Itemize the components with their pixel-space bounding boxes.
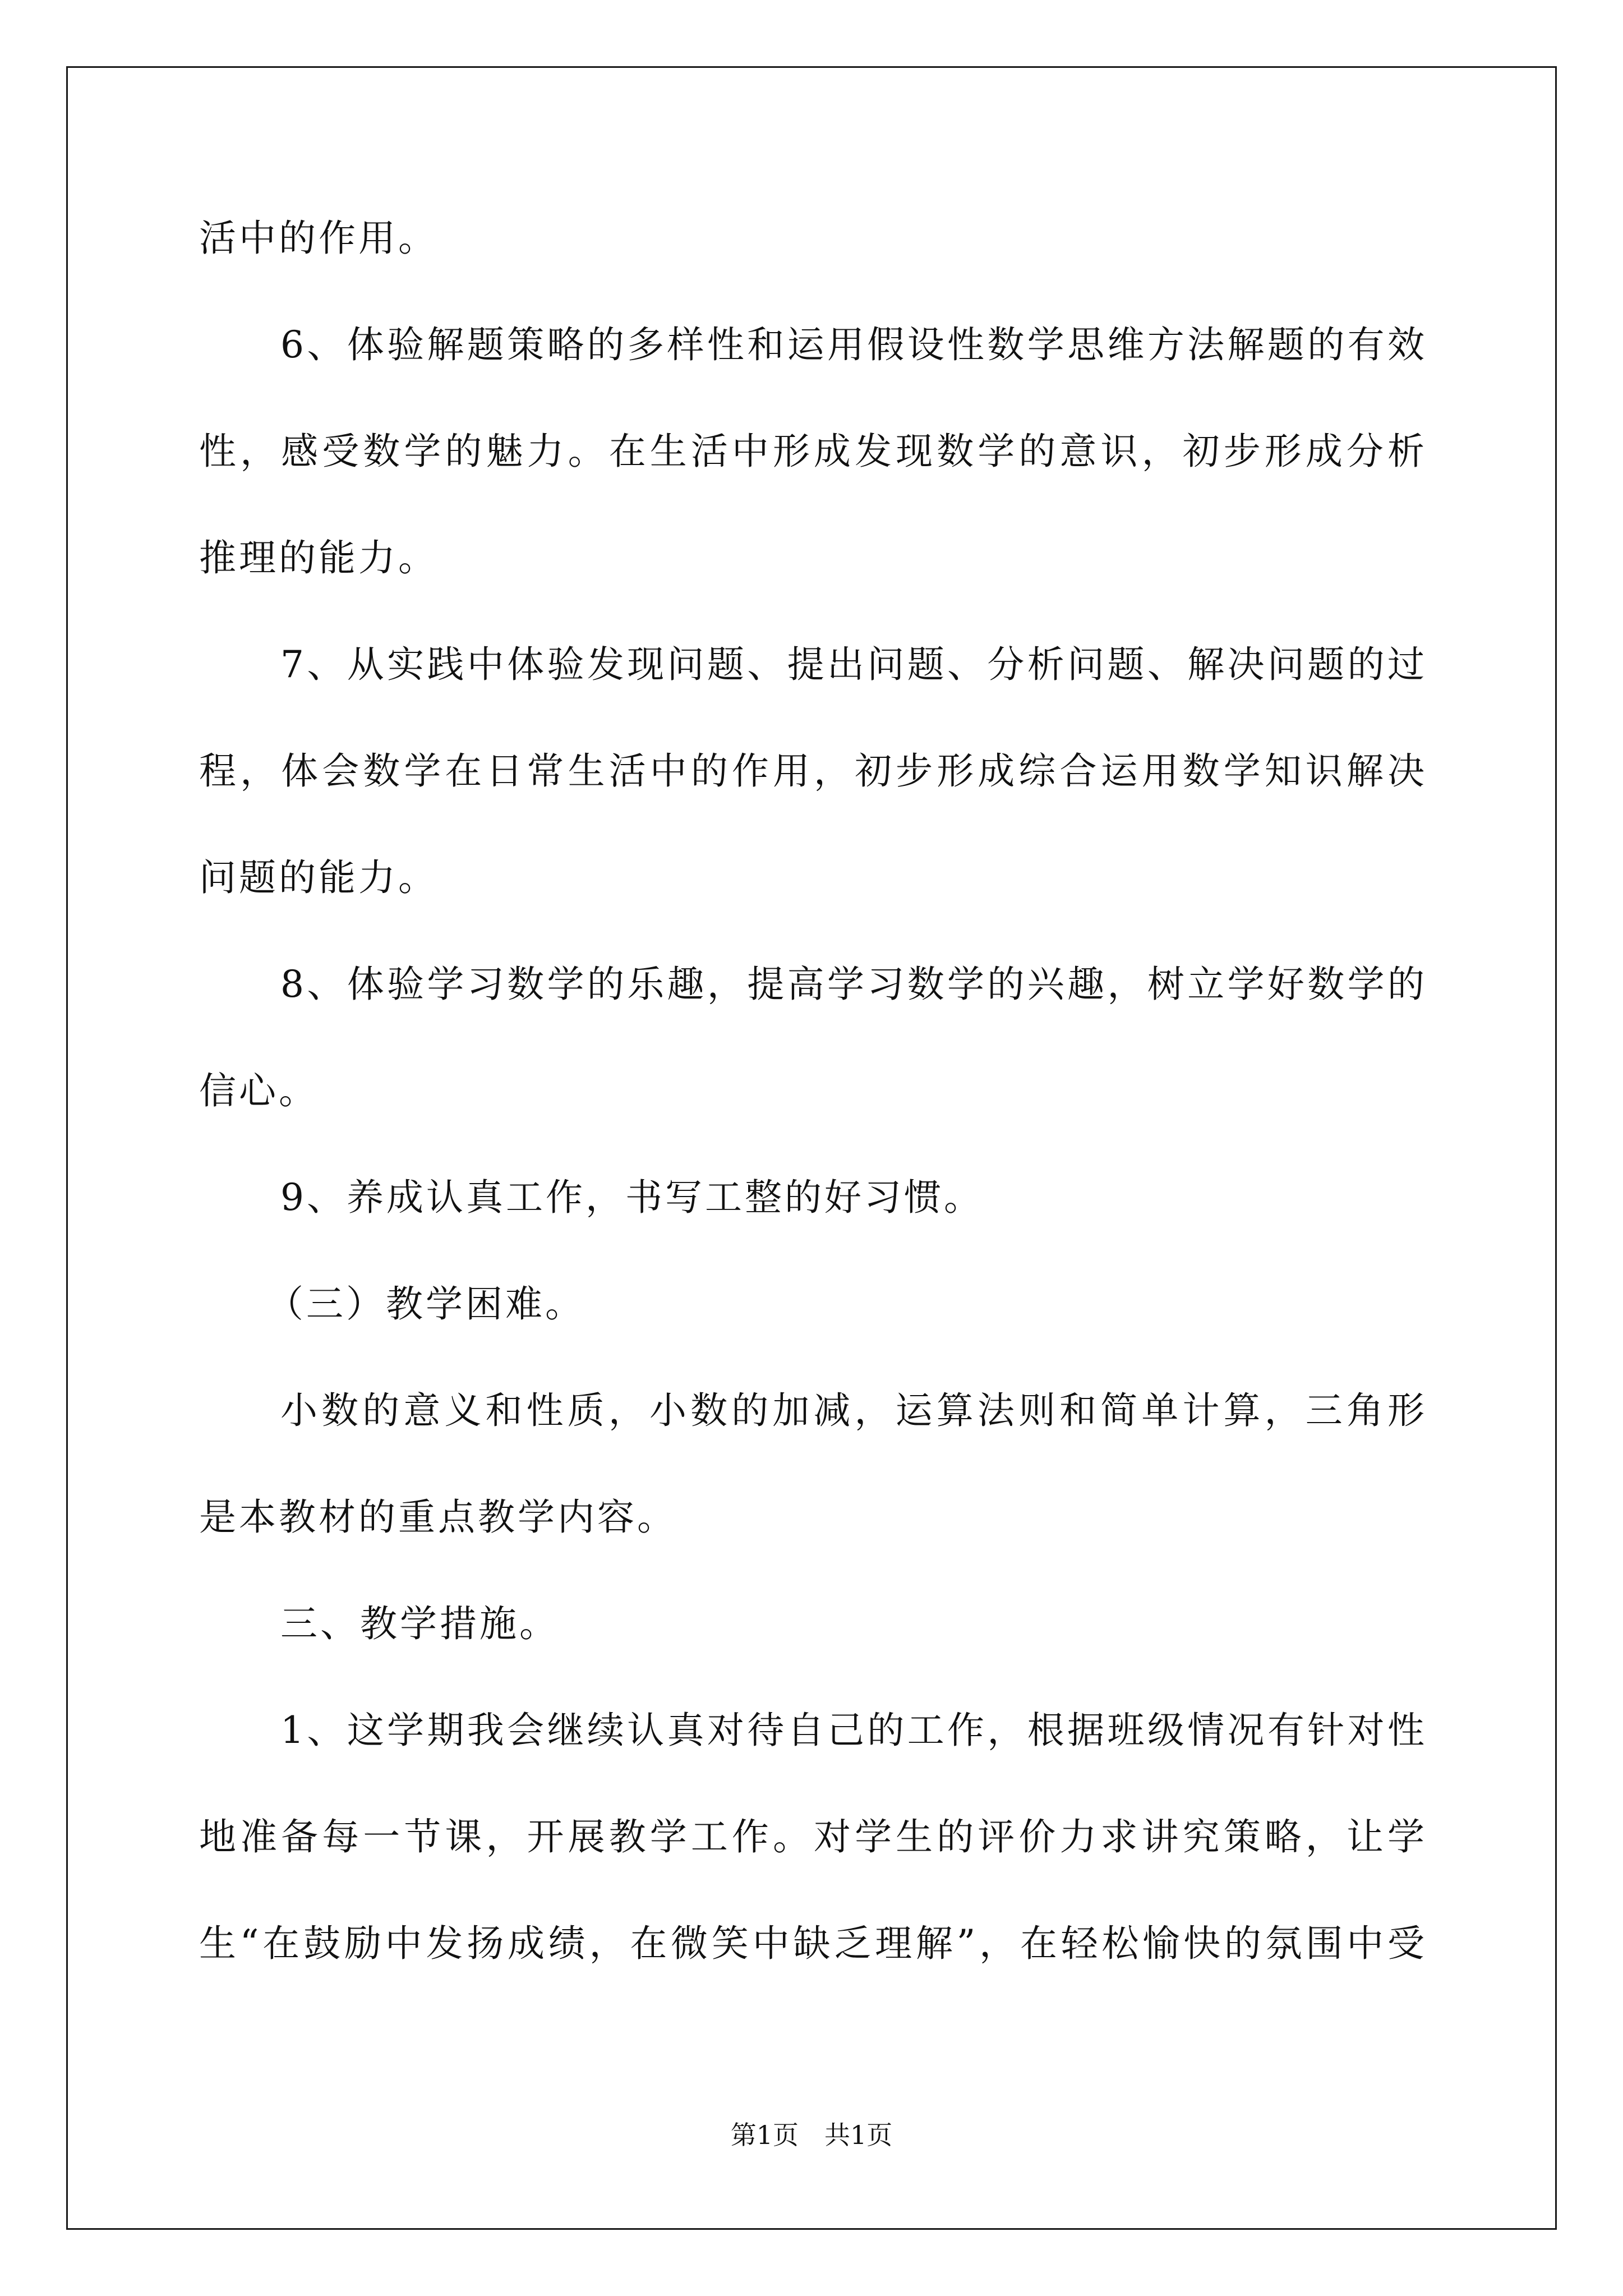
section-heading: 三、教学措施。 [280, 1602, 559, 1645]
text-line: 是本教材的重点教学内容。 [199, 1496, 677, 1539]
text-line: 地准备每一节课，开展教学工作。对学生的评价力求讲究策略，让学 [199, 1815, 1427, 1858]
page-footer [0, 2118, 1623, 2152]
text-line: 推理的能力。 [199, 536, 438, 579]
page-border [66, 66, 1557, 2230]
text-line: 活中的作用。 [199, 217, 438, 260]
text-line: 性，感受数学的魅力。在生活中形成发现数学的意识，初步形成分析 [199, 430, 1427, 473]
text-line: 8、体验学习数学的乐趣，提高学习数学的兴趣，树立学好数学的 [280, 963, 1427, 1006]
page-number: 第1页 共1页 [730, 2120, 893, 2150]
text-line: 问题的能力。 [199, 856, 438, 899]
text-line: 6、体验解题策略的多样性和运用假设性数学思维方法解题的有效 [280, 323, 1427, 366]
text-line: 9、养成认真工作，书写工整的好习惯。 [280, 1176, 984, 1219]
text-line: 1、这学期我会继续认真对待自己的工作，根据班级情况有针对性 [280, 1709, 1427, 1752]
text-line: 7、从实践中体验发现问题、提出问题、分析问题、解决问题的过 [280, 643, 1427, 686]
text-line: 程，体会数学在日常生活中的作用，初步形成综合运用数学知识解决 [199, 749, 1427, 793]
section-heading: （三）教学困难。 [266, 1282, 585, 1326]
text-line: 信心。 [199, 1069, 319, 1112]
text-line: 生“在鼓励中发扬成绩，在微笑中缺乏理解”，在轻松愉快的氛围中受 [199, 1922, 1427, 1965]
text-line: 小数的意义和性质，小数的加减，运算法则和简单计算，三角形 [280, 1389, 1427, 1432]
